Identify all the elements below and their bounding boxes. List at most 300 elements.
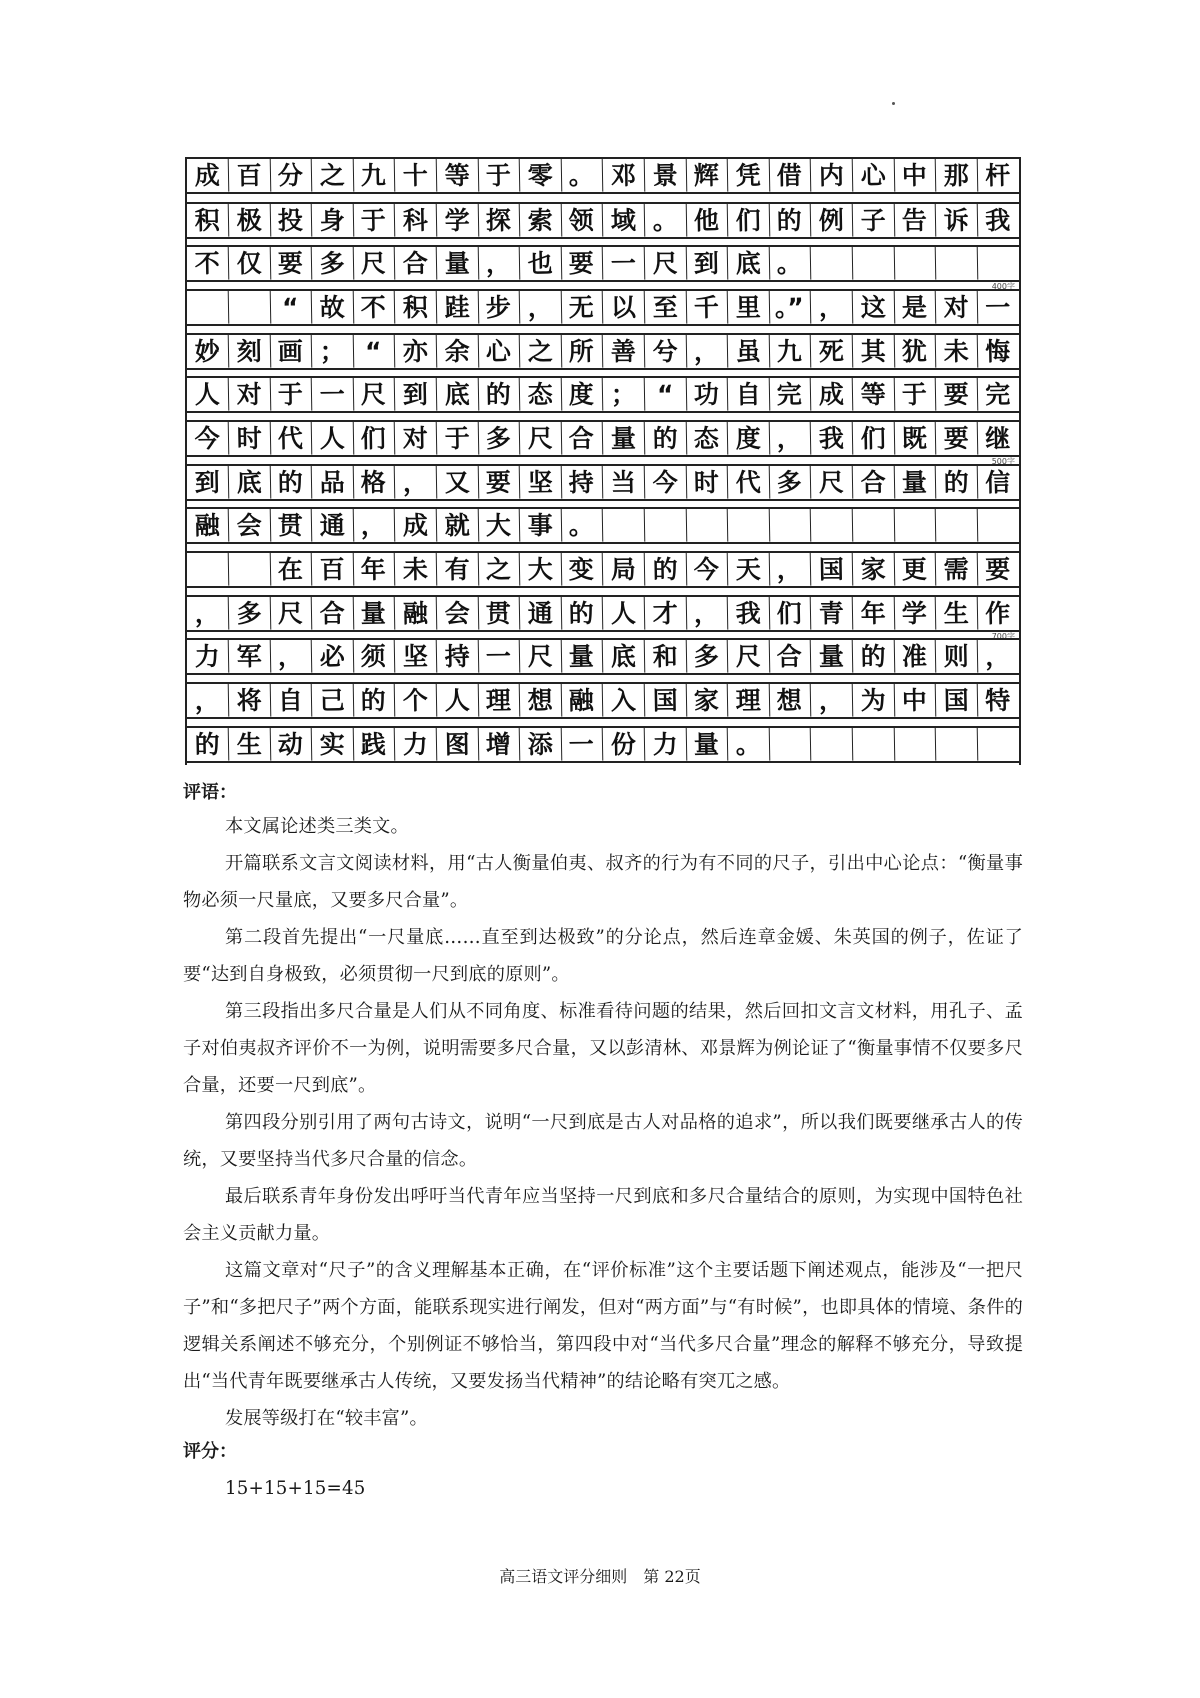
essay-grid-cell: 的 — [852, 640, 894, 674]
essay-grid-cell: 跬 — [436, 291, 478, 325]
essay-grid-cell: 积 — [187, 204, 229, 238]
essay-grid-cell: ， — [686, 335, 728, 369]
essay-grid-cell: 人 — [603, 597, 645, 631]
essay-grid-cell: 的 — [936, 466, 978, 500]
essay-grid-cell: 我 — [985, 205, 1011, 236]
essay-grid-cell: ； — [312, 335, 354, 369]
essay-grid-cell: 时 — [228, 422, 270, 456]
essay-grid-cell: 的 — [270, 466, 312, 500]
essay-grid-cell: 我 — [728, 597, 770, 631]
essay-grid-row — [187, 333, 1019, 370]
essay-grid-cell: 的 — [769, 204, 811, 238]
essay-grid-cell: 的 — [478, 378, 520, 412]
essay-grid-cell — [686, 509, 728, 543]
essay-grid-cell: 投 — [270, 204, 312, 238]
essay-grid-cell: 十 — [395, 159, 437, 193]
essay-grid-cell: 无 — [561, 291, 603, 325]
score-heading: 评分： — [183, 1441, 237, 1462]
comment-paragraph: 发展等级打在“较丰富”。 — [225, 1408, 428, 1429]
essay-grid-cell: 就 — [436, 509, 478, 543]
essay-grid-cell: 之 — [312, 159, 354, 193]
essay-grid-cell: 量 — [436, 247, 478, 281]
essay-grid-cell: 尺 — [353, 247, 395, 281]
essay-grid-cell: 功 — [686, 378, 728, 412]
essay-grid-cell: 于 — [353, 204, 395, 238]
essay-grid-row — [187, 638, 1019, 675]
essay-grid-cell: 邓 — [603, 159, 645, 193]
essay-grid-cell — [977, 247, 1019, 281]
essay-grid-cell: 家 — [852, 553, 894, 587]
essay-grid-cell: ， — [270, 640, 312, 674]
essay-grid-cell: 之 — [520, 335, 562, 369]
essay-grid-cell — [644, 509, 686, 543]
essay-grid-cell: 领 — [561, 204, 603, 238]
essay-grid-cell — [228, 553, 270, 587]
essay-grid-cell: 中 — [894, 684, 936, 718]
comment-paragraph: 第四段分别引用了两句古诗文，说明“一尺到底是古人对品格的追求”，所以我们既要继承古人的传统，又要坚持当代多尺合量的信念。 — [183, 1112, 1023, 1170]
essay-grid-cell: 尺 — [353, 378, 395, 412]
essay-grid-cell — [936, 728, 978, 762]
essay-grid-cell: 九 — [769, 335, 811, 369]
essay-grid-cell: 尺 — [644, 247, 686, 281]
essay-grid-cell: 和 — [644, 640, 686, 674]
essay-grid-cell: 一 — [985, 292, 1011, 323]
essay-grid-cell: 故 — [312, 291, 354, 325]
essay-grid-cell: 未 — [395, 553, 437, 587]
essay-grid-cell: 们 — [353, 422, 395, 456]
essay-grid-cell: 合 — [561, 422, 603, 456]
comment-paragraph: 本文属论述类三类文。 — [225, 816, 409, 837]
essay-grid-cell: 代 — [728, 466, 770, 500]
essay-grid-cell: 己 — [312, 684, 354, 718]
essay-grid-cell: 需 — [936, 553, 978, 587]
essay-grid-row — [187, 157, 1019, 194]
essay-grid-cell: 兮 — [644, 335, 686, 369]
essay-grid-cell: 我 — [811, 422, 853, 456]
essay-grid-cell: 犹 — [894, 335, 936, 369]
essay-grid-cell: “ — [644, 378, 686, 412]
essay-grid-cell: 合 — [852, 466, 894, 500]
essay-grid-cell: 们 — [852, 422, 894, 456]
essay-grid-cell — [852, 509, 894, 543]
essay-grid-cell: 融 — [395, 597, 437, 631]
essay-grid-cell: “ — [270, 291, 312, 325]
essay-grid-cell: 事 — [520, 509, 562, 543]
essay-grid-cell: 凭 — [728, 159, 770, 193]
essay-grid-cell: ， — [187, 684, 229, 718]
essay-grid-cell: 这 — [852, 291, 894, 325]
essay-grid-cell: ， — [686, 597, 728, 631]
essay-grid-cell: 成 — [187, 159, 229, 193]
essay-grid-cell: 贯 — [270, 509, 312, 543]
essay-grid-cell: 想 — [769, 684, 811, 718]
essay-grid-cell: 例 — [811, 204, 853, 238]
essay-grid-cell: 千 — [686, 291, 728, 325]
essay-grid-cell: 尺 — [520, 422, 562, 456]
essay-grid-cell: ， — [353, 509, 395, 543]
essay-grid-cell: 学 — [894, 597, 936, 631]
essay-grid-cell: 。” — [769, 291, 811, 325]
essay-grid-cell: 国 — [936, 684, 978, 718]
essay-grid-row — [187, 551, 1019, 588]
essay-grid-cell: 人 — [187, 378, 229, 412]
essay-grid-cell: 度 — [561, 378, 603, 412]
essay-grid-cell: 要 — [985, 554, 1011, 585]
essay-grid-cell: 那 — [936, 159, 978, 193]
review-heading: 评语： — [183, 782, 237, 803]
essay-grid-cell: 到 — [395, 378, 437, 412]
essay-grid-cell: 是 — [894, 291, 936, 325]
essay-grid-row — [187, 726, 1019, 763]
comment-paragraph: 这篇文章对“尺子”的含义理解基本正确，在“评价标准”这个主要话题下阐述观点，能涉及“一把尺子”和“多把尺子”两个方面，能联系现实进行阐发，但对“两方面”与“有时候”，也即具体的情境、条件的逻辑关系阐述不够充分，个别例证不够恰当，第四段中对“当代多尺合量”理念的解释不够充分，导致提出“当代青年既要继承古人传统，又要发扬当代精神”的结论略有突兀之感。 — [183, 1260, 1023, 1392]
essay-grid-cell: 自 — [270, 684, 312, 718]
essay-grid-cell: 会 — [436, 597, 478, 631]
essay-grid-cell: 理 — [478, 684, 520, 718]
essay-grid-cell: 底 — [228, 466, 270, 500]
essay-grid-cell: 大 — [478, 509, 520, 543]
essay-grid-cell: 通 — [520, 597, 562, 631]
essay-grid-cell: 里 — [728, 291, 770, 325]
essay-grid-cell: 在 — [270, 553, 312, 587]
essay-grid-cell: 才 — [644, 597, 686, 631]
essay-grid-row — [187, 507, 1019, 544]
essay-grid-cell — [769, 728, 811, 762]
essay-grid-cell: 力 — [395, 728, 437, 762]
essay-grid-cell: 代 — [270, 422, 312, 456]
essay-grid-cell: 他 — [686, 204, 728, 238]
essay-grid-row — [187, 595, 1019, 632]
essay-grid-cell: 要 — [936, 378, 978, 412]
essay-grid-cell: 将 — [228, 684, 270, 718]
essay-grid-cell: 变 — [561, 553, 603, 587]
essay-grid-cell: 积 — [395, 291, 437, 325]
essay-grid-cell: 生 — [936, 597, 978, 631]
essay-grid-cell: 的 — [644, 422, 686, 456]
essay-grid-cell: 添 — [520, 728, 562, 762]
essay-grid-cell: 死 — [811, 335, 853, 369]
essay-grid-cell: 年 — [852, 597, 894, 631]
essay-grid-cell: 底 — [436, 378, 478, 412]
essay-grid-cell: 坚 — [395, 640, 437, 674]
essay-grid-cell: 尺 — [270, 597, 312, 631]
essay-grid-cell: 一 — [312, 378, 354, 412]
essay-grid-cell: ， — [985, 641, 1011, 672]
essay-grid-cell: 会 — [228, 509, 270, 543]
essay-grid-cell: 杆 — [985, 160, 1011, 191]
essay-grid-cell: 子 — [852, 204, 894, 238]
essay-grid-cell: 。 — [728, 728, 770, 762]
essay-grid-cell — [811, 728, 853, 762]
essay-grid-cell: 图 — [436, 728, 478, 762]
essay-grid-cell: 量 — [353, 597, 395, 631]
comment-paragraph: 第三段指出多尺合量是人们从不同角度、标准看待问题的结果，然后回扣文言文材料，用孔子、孟子对伯夷叔齐评价不一为例，说明需要多尺合量，又以彭清林、邓景辉为例论证了“衡量事情不仅要多尺合量，还要一尺到底”。 — [183, 1001, 1023, 1096]
essay-grid-cell: 时 — [686, 466, 728, 500]
essay-grid-cell: 持 — [561, 466, 603, 500]
score-value: 15+15+15=45 — [225, 1478, 366, 1499]
essay-grid-cell: 力 — [644, 728, 686, 762]
essay-grid-cell — [187, 553, 229, 587]
essay-grid-cell: 九 — [353, 159, 395, 193]
essay-grid-cell: 一 — [561, 728, 603, 762]
essay-grid-cell: 准 — [894, 640, 936, 674]
essay-grid-cell: 实 — [312, 728, 354, 762]
essay-grid-cell: 有 — [436, 553, 478, 587]
essay-grid-cell: 内 — [811, 159, 853, 193]
essay-grid-cell: 通 — [312, 509, 354, 543]
essay-grid-row — [187, 420, 1019, 457]
essay-grid-cell: 动 — [270, 728, 312, 762]
essay-grid-cell: 信 — [985, 467, 1011, 498]
essay-grid-cell: 量 — [603, 422, 645, 456]
essay-grid-cell — [769, 509, 811, 543]
essay-grid-cell: 量 — [811, 640, 853, 674]
essay-grid-cell: ， — [811, 291, 853, 325]
essay-grid-cell: 则 — [936, 640, 978, 674]
essay-grid-cell: 悔 — [985, 336, 1011, 367]
essay-grid-cell: 善 — [603, 335, 645, 369]
essay-grid-cell — [811, 247, 853, 281]
essay-grid-cell: 国 — [644, 684, 686, 718]
essay-grid-cell: 。 — [769, 247, 811, 281]
essay-grid-cell: 极 — [228, 204, 270, 238]
comment-paragraph: 开篇联系文言文阅读材料，用“古人衡量伯夷、叔齐的行为有不同的尺子，引出中心论点：“衡量事物必须一尺量底，又要多尺合量”。 — [183, 853, 1023, 911]
essay-grid-cell: ， — [520, 291, 562, 325]
essay-grid-cell: 成 — [811, 378, 853, 412]
essay-grid-cell: “ — [353, 335, 395, 369]
essay-grid-cell: 。 — [561, 509, 603, 543]
essay-grid-cell: 家 — [686, 684, 728, 718]
essay-grid-cell: 到 — [187, 466, 229, 500]
essay-grid-cell: 继 — [985, 423, 1011, 454]
essay-grid-cell: 步 — [478, 291, 520, 325]
essay-grid-cell: 余 — [436, 335, 478, 369]
essay-grid-cell: 于 — [270, 378, 312, 412]
essay-grid-cell: 融 — [187, 509, 229, 543]
essay-grid-cell: 合 — [395, 247, 437, 281]
essay-grid-cell: 零 — [520, 159, 562, 193]
essay-grid-cell: 力 — [187, 640, 229, 674]
essay-grid-cell: 践 — [353, 728, 395, 762]
essay-grid-cell — [894, 728, 936, 762]
essay-grid-cell: 底 — [728, 247, 770, 281]
essay-grid-cell — [936, 247, 978, 281]
essay-grid-cell: 军 — [228, 640, 270, 674]
essay-grid-cell: 对 — [936, 291, 978, 325]
essay-grid-cell: 科 — [395, 204, 437, 238]
essay-grid-cell: 尺 — [728, 640, 770, 674]
essay-grid-cell: 完 — [769, 378, 811, 412]
word-count-marker: 400字 — [991, 282, 1015, 291]
essay-grid-cell: 多 — [686, 640, 728, 674]
essay-grid-row — [187, 202, 1019, 239]
essay-grid-cell: 要 — [478, 466, 520, 500]
essay-grid-cell: ， — [769, 422, 811, 456]
essay-grid-cell: 百 — [228, 159, 270, 193]
essay-grid-cell: 中 — [894, 159, 936, 193]
essay-grid-cell: 底 — [603, 640, 645, 674]
essay-grid-cell: 年 — [353, 553, 395, 587]
essay-grid-cell: 当 — [603, 466, 645, 500]
essay-grid-cell: 量 — [561, 640, 603, 674]
essay-grid-cell: 学 — [436, 204, 478, 238]
handwritten-essay-scan — [185, 157, 1021, 765]
essay-grid-cell: 入 — [603, 684, 645, 718]
essay-grid-cell: 今 — [187, 422, 229, 456]
essay-grid-cell: 合 — [769, 640, 811, 674]
essay-grid-cell: ， — [187, 597, 229, 631]
essay-grid-cell: 自 — [728, 378, 770, 412]
essay-grid-cell: 于 — [436, 422, 478, 456]
essay-grid-cell: 景 — [644, 159, 686, 193]
essay-grid-cell: 份 — [603, 728, 645, 762]
essay-grid-cell: 量 — [686, 728, 728, 762]
essay-grid-cell: 持 — [436, 640, 478, 674]
essay-grid-cell: 要 — [561, 247, 603, 281]
essay-grid-cell: 对 — [228, 378, 270, 412]
essay-grid-cell: 之 — [478, 553, 520, 587]
essay-grid-cell: 今 — [644, 466, 686, 500]
essay-grid-cell: 一 — [478, 640, 520, 674]
essay-grid-cell: 天 — [728, 553, 770, 587]
essay-grid-cell: 态 — [686, 422, 728, 456]
essay-grid-cell: 一 — [603, 247, 645, 281]
essay-grid-cell: 借 — [769, 159, 811, 193]
essay-grid-cell — [811, 509, 853, 543]
essay-grid-cell: 不 — [353, 291, 395, 325]
essay-grid-cell: 分 — [270, 159, 312, 193]
essay-grid-cell: 身 — [312, 204, 354, 238]
essay-grid-row — [187, 289, 1019, 326]
essay-grid-cell — [977, 509, 1019, 543]
essay-grid-cell: 的 — [187, 728, 229, 762]
essay-grid-cell: 的 — [644, 553, 686, 587]
essay-grid-cell: 多 — [769, 466, 811, 500]
essay-grid-cell: 诉 — [936, 204, 978, 238]
essay-grid-cell: 量 — [894, 466, 936, 500]
essay-grid-cell — [852, 247, 894, 281]
comment-paragraph: 第二段首先提出“一尺量底……直至到达极致”的分论点，然后连章金媛、朱英国的例子，佐证了要“达到自身极致，必须贯彻一尺到底的原则”。 — [183, 927, 1023, 985]
essay-grid-cell: 理 — [728, 684, 770, 718]
essay-grid-cell: ， — [811, 684, 853, 718]
essay-grid-cell: 以 — [603, 291, 645, 325]
essay-grid-cell — [852, 728, 894, 762]
essay-grid-cell: ， — [769, 553, 811, 587]
essay-grid-row — [187, 245, 1019, 282]
essay-grid-cell: 尺 — [520, 640, 562, 674]
essay-grid-cell: 等 — [852, 378, 894, 412]
essay-grid-cell: 作 — [985, 598, 1011, 629]
essay-grid-cell: 画 — [270, 335, 312, 369]
essay-grid-cell: 亦 — [395, 335, 437, 369]
essay-grid-cell: 仅 — [228, 247, 270, 281]
essay-grid-row — [187, 376, 1019, 413]
essay-grid-cell: 也 — [520, 247, 562, 281]
scan-speck — [892, 102, 895, 105]
essay-grid-cell: 辉 — [686, 159, 728, 193]
essay-grid-cell: 度 — [728, 422, 770, 456]
essay-grid-cell: 多 — [228, 597, 270, 631]
essay-grid-cell: 今 — [686, 553, 728, 587]
essay-grid-cell: 要 — [936, 422, 978, 456]
essay-grid-cell: 。 — [644, 204, 686, 238]
essay-grid-cell: 为 — [852, 684, 894, 718]
essay-grid-cell: 。 — [561, 159, 603, 193]
essay-grid-cell: 们 — [728, 204, 770, 238]
essay-grid-cell: 至 — [644, 291, 686, 325]
essay-grid-cell: 域 — [603, 204, 645, 238]
essay-grid-cell: 的 — [561, 597, 603, 631]
essay-grid-row — [187, 464, 1019, 501]
essay-grid-cell: 必 — [312, 640, 354, 674]
essay-grid-cell: 完 — [985, 379, 1011, 410]
essay-grid-cell: 须 — [353, 640, 395, 674]
essay-grid-cell — [228, 291, 270, 325]
essay-grid-cell — [894, 509, 936, 543]
essay-grid-cell: 其 — [852, 335, 894, 369]
essay-grid-cell: 人 — [312, 422, 354, 456]
essay-grid-cell: ， — [395, 466, 437, 500]
essay-grid-cell: 刻 — [228, 335, 270, 369]
essay-grid-cell: 告 — [894, 204, 936, 238]
essay-grid-cell: 多 — [312, 247, 354, 281]
essay-grid-cell: 们 — [769, 597, 811, 631]
essay-grid-cell — [187, 291, 229, 325]
essay-grid-cell: 更 — [894, 553, 936, 587]
essay-grid-cell: 等 — [436, 159, 478, 193]
essay-grid-cell: 品 — [312, 466, 354, 500]
essay-grid-cell: 大 — [520, 553, 562, 587]
essay-grid-cell: 贯 — [478, 597, 520, 631]
essay-grid-cell: 人 — [436, 684, 478, 718]
essay-grid-cell: 格 — [353, 466, 395, 500]
comment-paragraph: 最后联系青年身份发出呼吁当代青年应当坚持一尺到底和多尺合量结合的原则，为实现中国特色社会主义贡献力量。 — [183, 1186, 1023, 1244]
essay-grid-cell: 融 — [561, 684, 603, 718]
essay-grid-cell: 个 — [395, 684, 437, 718]
word-count-marker: 500字 — [991, 457, 1015, 466]
word-count-marker: 700字 — [991, 632, 1015, 641]
essay-grid-cell: 国 — [811, 553, 853, 587]
essay-grid-cell: 态 — [520, 378, 562, 412]
essay-grid-cell: 到 — [686, 247, 728, 281]
essay-grid-cell: 既 — [894, 422, 936, 456]
essay-grid-cell — [936, 509, 978, 543]
essay-grid-cell: 于 — [478, 159, 520, 193]
essay-grid-cell: 对 — [395, 422, 437, 456]
essay-grid-cell: 心 — [478, 335, 520, 369]
essay-grid-cell: 不 — [187, 247, 229, 281]
essay-grid-row — [187, 682, 1019, 719]
essay-grid-cell: 多 — [478, 422, 520, 456]
essay-grid-cell: 成 — [395, 509, 437, 543]
essay-grid-cell: 局 — [603, 553, 645, 587]
essay-grid-cell: 的 — [353, 684, 395, 718]
essay-grid-cell: 要 — [270, 247, 312, 281]
essay-grid-cell: 探 — [478, 204, 520, 238]
essay-grid-cell: 坚 — [520, 466, 562, 500]
essay-grid-cell: 索 — [520, 204, 562, 238]
essay-grid-cell — [977, 728, 1019, 762]
essay-grid-cell: 心 — [852, 159, 894, 193]
essay-grid-cell: 特 — [985, 685, 1011, 716]
essay-grid-cell: 妙 — [187, 335, 229, 369]
essay-grid-cell — [603, 509, 645, 543]
essay-grid-cell: 青 — [811, 597, 853, 631]
essay-grid-cell: 合 — [312, 597, 354, 631]
essay-grid-cell: 又 — [436, 466, 478, 500]
page-footer: 高三语文评分细则 第 22页 — [499, 1567, 701, 1586]
essay-grid-cell — [728, 509, 770, 543]
essay-grid-cell: 百 — [312, 553, 354, 587]
